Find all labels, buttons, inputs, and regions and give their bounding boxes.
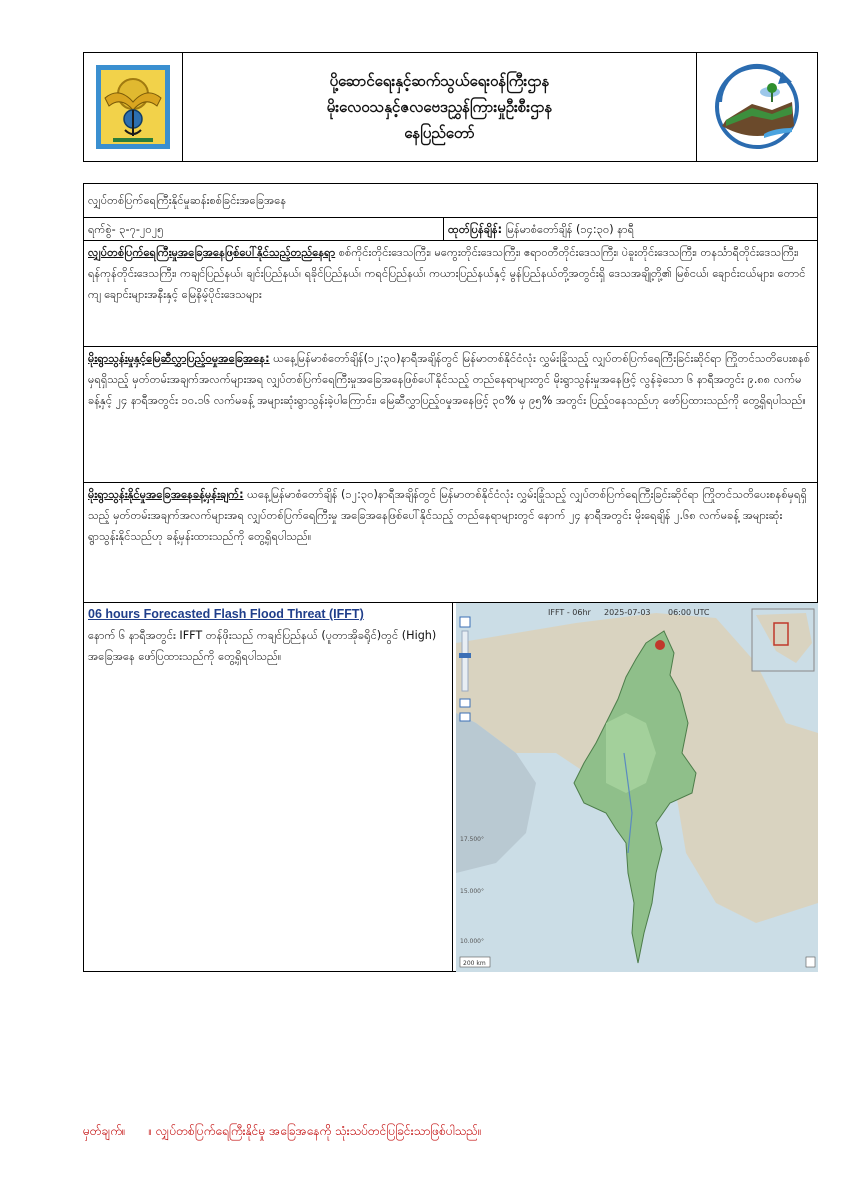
hydrology-cycle-logo-icon [712, 62, 802, 152]
zoom-slider-handle[interactable] [459, 653, 471, 658]
ifft-map[interactable] [456, 603, 818, 972]
flash-flood-assessment-table [83, 183, 818, 972]
ifft-title: 06 hours Forecasted Flash Flood Threat (IFFT) [88, 607, 364, 621]
forecast-text: ယနေ့မြန်မာစံတော်ချိန် (၁၂:၃၀)နာရီအချိန်တွင် မြန်မာတစ်နိုင်ငံလုံး လွှမ်းခြုံသည့် လျှပ်တစ်ပြက်ရေကြီးခြင်းဆိုင်ရာ ကြိုတင်သတိပေးစနစ်မှရရှိသည့် မှတ်တမ်းအချက်အလက်များအရ လျှပ်တစ်ပြက်ရေကြီးမှု အခြေအနေဖြစ်ပေါ်နိုင်သည့် တည်နေရာများတွင် နောက် ၂၄ နာရီအတွင်း မိုးရေချိန် ၂.၆၈ လက်မခန့် အများဆုံး ရွာသွန်းနိုင်သည်ဟု ခန့်မှန်းထားသည်ကို တွေ့ရှိရပါသည်။ [88, 488, 807, 543]
report-date: ရက်စွဲ- ၃-၇-၂၀၂၅ [88, 223, 164, 236]
scale-label: 200 km [463, 960, 486, 967]
risk-areas-text: စစ်ကိုင်းတိုင်းဒေသကြီး၊ မကွေးတိုင်းဒေသကြီး၊ ဧရာဝတီတိုင်းဒေသကြီး၊ ပဲခူးတိုင်းဒေသကြီး၊ တနင်္သာရီတိုင်းဒေသကြီး၊ ရန်ကုန်တိုင်းဒေသကြီး၊ ကချင်ပြည်နယ်၊ ချင်းပြည်နယ်၊ ရခိုင်ပြည်နယ်၊ ကရင်ပြည်နယ်၊ ကယားပြည်နယ်နှင့် မွန်ပြည်နယ်တို့အတွင်းရှိ ဒေသအချို့တို့၏ မြစ်ငယ်၊ ချောင်းငယ်များ၊ တောင်ကျ ချောင်းများအနီးနှင့် မြေနိမ့်ပိုင်းဒေသများ [88, 246, 806, 301]
footer-note [83, 1123, 482, 1141]
map-layer-label: IFFT - 06hr [548, 608, 591, 617]
department-name: မိုးလေဝသနှင့်ဇလဗေဒညွှန်ကြားမှုဦးစီးဌာန [326, 98, 553, 116]
fullscreen-icon[interactable] [806, 957, 815, 967]
forecast-row [84, 483, 817, 603]
footer-note-label: မှတ်ချက်။ [83, 1124, 126, 1138]
ministry-title-block [183, 53, 696, 161]
rain-soil-text: ယနေ့မြန်မာစံတော်ချိန်(၁၂:၃၀)နာရီအချိန်တွင် မြန်မာတစ်နိုင်ငံလုံး လွှမ်းခြုံသည့် လျှပ်တစ်ပြက်ရေကြီးခြင်းဆိုင်ရာ ကြိုတင်သတိပေးစနစ်မှရရှိသည့် မှတ်တမ်းအချက်အလက်များအရ လျှပ်တစ်ပြက်ရေကြီးမှုအခြေအနေဖြစ်ပေါ်နိုင်သည့် တည်နေရာများတွင် မိုးရွာသွန်းမှုအနေဖြင့် လွန်ခဲ့သော ၆ နာရီအတွင်း ၉.၈၈ လက်မခန့်နှင့် ၂၄ နာရီအတွင်း ၁၀.၁၆ လက်မခန့် အများဆုံးရွာသွန်းခဲ့ပါကြောင်း၊ မြေဆီလွှာပြည့်ဝမှုအနေဖြင့် ၃၀% မှ ၉၅% အတွင်း ပြည့်ဝနေသည်ဟု ဖော်ပြထားသည်ကို တွေ့ရှိရပါသည်။ [88, 352, 811, 407]
rain-soil-row [84, 347, 817, 483]
issue-time [448, 219, 634, 240]
date-issue-row [84, 218, 817, 241]
map-date: 2025-07-03 [604, 608, 651, 617]
lat-label-2: 15.000° [460, 888, 484, 895]
layer-toggle-icon[interactable] [460, 713, 470, 721]
zoom-slider[interactable] [462, 631, 468, 691]
zoom-out-icon[interactable] [460, 699, 470, 707]
rain-soil-label: မိုးရွာသွန်းမှုနှင့်မြေဆီလွှာပြည့်ဝမှုအခြေအနေ: [88, 352, 270, 365]
report-title: လျှပ်တစ်ပြက်ရေကြီးနိုင်မှုဆန်းစစ်ခြင်းအခြေအနေ [88, 194, 287, 207]
map-time: 06:00 UTC [668, 608, 710, 617]
ifft-text-cell [88, 604, 448, 667]
ifft-map-canvas [456, 603, 818, 972]
risk-areas-row [84, 241, 817, 347]
footer-note-text: ။ လျှပ်တစ်ပြက်ရေကြီးနိုင်မှု အခြေအနေကို သုံးသပ်တင်ပြခြင်းသာဖြစ်ပါသည်။ [148, 1124, 482, 1138]
left-logo-cell [84, 53, 183, 161]
risk-areas-label: လျှပ်တစ်ပြက်ရေကြီးမှုအခြေအနေဖြစ်ပေါ်နိုင်သည့်တည်နေရာ [88, 246, 336, 259]
lat-label-1: 17.500° [460, 836, 484, 843]
ifft-column-divider [452, 603, 453, 972]
column-divider [443, 218, 444, 240]
right-logo-cell [696, 53, 817, 161]
report-header [83, 52, 818, 162]
report-title-row [84, 184, 817, 218]
issue-time-label: ထုတ်ပြန်ချိန်: [448, 223, 503, 236]
ministry-name: ပို့ဆောင်ရေးနှင့်ဆက်သွယ်ရေးဝန်ကြီးဌာန [329, 72, 550, 90]
high-threat-marker [655, 640, 665, 650]
ifft-text: နောက် ၆ နာရီအတွင်း IFFT တန်ဖိုးသည် ကချင်ပြည်နယ် (ပူတာအိုခရိုင်)တွင် (High) အခြေအနေ ဖော်ပြထားသည်ကို တွေ့ရှိရပါသည်။ [88, 629, 437, 663]
lat-label-3: 10.000° [460, 938, 484, 945]
zoom-in-icon[interactable] [460, 617, 470, 627]
issue-time-value: မြန်မာစံတော်ချိန် (၁၄:၃၀) နာရီ [502, 223, 635, 236]
forecast-label: မိုးရွာသွန်းနိုင်မှုအခြေအနေခန့်မှန်းချက်: [88, 488, 244, 501]
dmh-logo-icon [95, 64, 171, 150]
city-name: နေပြည်တော် [404, 124, 475, 142]
